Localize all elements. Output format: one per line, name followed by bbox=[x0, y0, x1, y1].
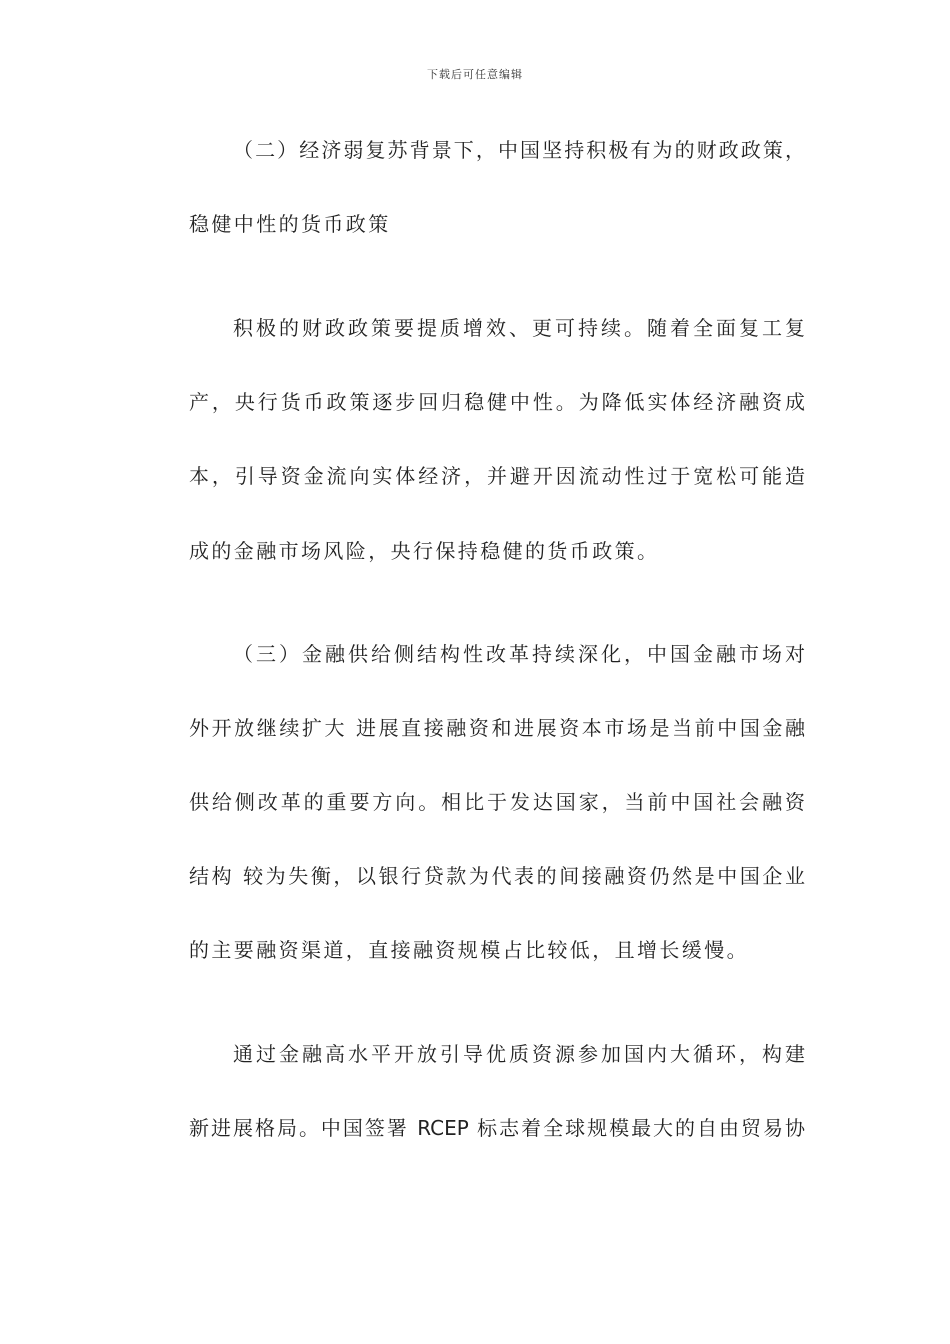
page-header: 下载后可任意编辑 bbox=[427, 68, 523, 81]
paragraph-line: （二）经济弱复苏背景下，中国坚持积极有为的财政政策， bbox=[233, 138, 805, 162]
paragraph-line: 产，央行货币政策逐步回归稳健中性。为降低实体经济融资成 bbox=[189, 390, 805, 414]
paragraph-line: 外开放继续扩大 进展直接融资和进展资本市场是当前中国金融 bbox=[189, 716, 805, 740]
paragraph-line: 积极的财政政策要提质增效、更可持续。随着全面复工复 bbox=[233, 316, 805, 340]
paragraph-line: 供给侧改革的重要方向。相比于发达国家，当前中国社会融资 bbox=[189, 790, 805, 814]
paragraph-line: 稳健中性的货币政策 bbox=[189, 212, 391, 236]
paragraph-line: 结构 较为失衡，以银行贷款为代表的间接融资仍然是中国企业 bbox=[189, 864, 805, 888]
paragraph-line: 成的金融市场风险，央行保持稳健的货币政策。 bbox=[189, 539, 660, 563]
paragraph-line: 新进展格局。中国签署 RCEP 标志着全球规模最大的自由贸易协 bbox=[189, 1116, 805, 1140]
paragraph-line: 通过金融高水平开放引导优质资源参加国内大循环，构建 bbox=[233, 1042, 805, 1066]
paragraph-line: 本，引导资金流向实体经济，并避开因流动性过于宽松可能造 bbox=[189, 464, 805, 488]
paragraph-line: 的主要融资渠道，直接融资规模占比较低，且增长缓慢。 bbox=[189, 938, 749, 962]
paragraph-line: （三）金融供给侧结构性改革持续深化，中国金融市场对 bbox=[233, 642, 805, 666]
